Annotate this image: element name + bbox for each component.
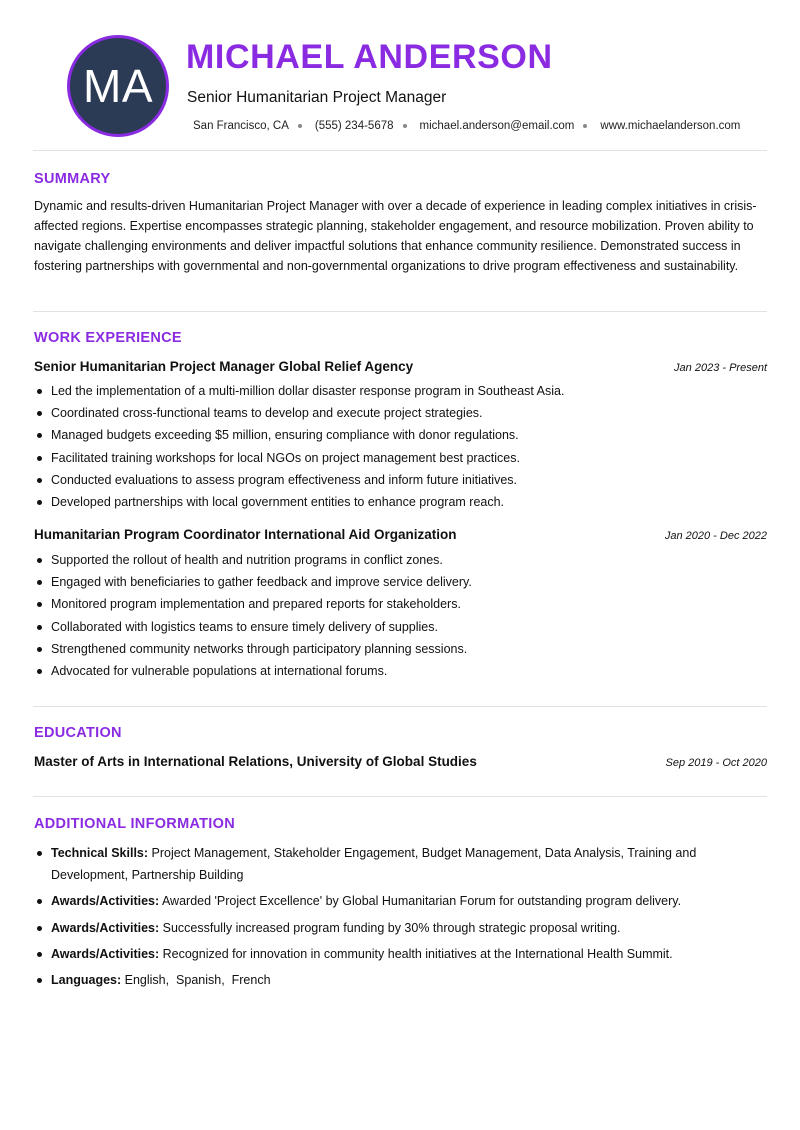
list-item: Coordinated cross-functional teams to develop and execute project strategies. bbox=[34, 402, 767, 424]
additional-heading: ADDITIONAL INFORMATION bbox=[34, 816, 235, 832]
item-label: Technical Skills: bbox=[51, 846, 149, 860]
education-dates: Sep 2019 - Oct 2020 bbox=[665, 757, 767, 769]
summary-heading: SUMMARY bbox=[34, 171, 111, 187]
education-heading: EDUCATION bbox=[34, 725, 122, 741]
education-entry bbox=[34, 754, 767, 769]
separator-dot bbox=[583, 124, 587, 128]
divider bbox=[33, 150, 767, 151]
divider bbox=[33, 706, 767, 707]
job-header bbox=[34, 527, 767, 542]
list-item bbox=[34, 842, 767, 886]
candidate-name: MICHAEL ANDERSON bbox=[186, 38, 553, 76]
job-dates: Jan 2023 - Present bbox=[674, 362, 767, 374]
list-item: Monitored program implementation and prepared reports for stakeholders. bbox=[34, 593, 767, 615]
list-item: Facilitated training workshops for local NGOs on project management best practices. bbox=[34, 447, 767, 469]
list-item bbox=[34, 943, 767, 965]
separator-dot bbox=[403, 124, 407, 128]
item-label: Awards/Activities: bbox=[51, 946, 160, 961]
experience-heading: WORK EXPERIENCE bbox=[34, 330, 182, 346]
list-item: Developed partnerships with local government entities to enhance program reach. bbox=[34, 491, 767, 513]
item-text: Project Management, Stakeholder Engagement, Budget Management, Data Analysis, Training and Development, Partnership Building bbox=[51, 846, 697, 883]
list-item: Conducted evaluations to assess program effectiveness and inform future initiatives. bbox=[34, 469, 767, 491]
item-label: Awards/Activities: bbox=[51, 894, 160, 909]
item-text: Awarded 'Project Excellence' by Global Humanitarian Forum for outstanding program delivery. bbox=[159, 894, 682, 909]
item-text: Successfully increased program funding by 30% through strategic proposal writing. bbox=[159, 920, 621, 935]
resume-header bbox=[33, 0, 767, 150]
contact-location: San Francisco, CA bbox=[193, 120, 289, 132]
job-bullets bbox=[34, 549, 767, 682]
summary-text: Dynamic and results-driven Humanitarian Project Manager with over a decade of experience in leading complex initiatives in crisis-affected regions. Expertise encompasses strategic planning, stakeholder engagement, and resource mobilization. Proven ability to navigate challenging environments and deliver impactful solutions that enhance community resilience. Demonstrated success in fostering partnerships with governmental and non-governmental organizations to drive program effectiveness and sustainability. bbox=[34, 199, 757, 273]
separator-dot bbox=[298, 124, 302, 128]
list-item bbox=[34, 969, 767, 991]
avatar bbox=[67, 35, 169, 137]
list-item: Advocated for vulnerable populations at international forums. bbox=[34, 660, 767, 682]
list-item: Collaborated with logistics teams to ensure timely delivery of supplies. bbox=[34, 616, 767, 638]
contact-email[interactable]: michael.anderson@email.com bbox=[419, 120, 575, 132]
education-degree: Master of Arts in International Relations, University of Global Studies bbox=[34, 754, 477, 769]
list-item: Supported the rollout of health and nutrition programs in conflict zones. bbox=[34, 549, 767, 571]
list-item: Engaged with beneficiaries to gather feedback and improve service delivery. bbox=[34, 571, 767, 593]
job-header bbox=[34, 359, 767, 374]
job-dates: Jan 2020 - Dec 2022 bbox=[664, 530, 767, 542]
job-role: Senior Humanitarian Project Manager Global Relief Agency bbox=[34, 359, 414, 374]
list-item: Strengthened community networks through participatory planning sessions. bbox=[34, 638, 767, 660]
list-item: Led the implementation of a multi-million dollar disaster response program in Southeast Asia. bbox=[34, 380, 767, 402]
divider bbox=[33, 311, 767, 312]
additional-list bbox=[34, 842, 767, 995]
job-role: Humanitarian Program Coordinator International Aid Organization bbox=[34, 527, 457, 542]
job-bullets bbox=[34, 380, 767, 513]
candidate-title: Senior Humanitarian Project Manager bbox=[187, 89, 447, 106]
contact-phone: (555) 234-5678 bbox=[314, 120, 394, 132]
list-item bbox=[34, 917, 767, 939]
contact-info bbox=[193, 120, 740, 132]
item-text: English, Spanish, French bbox=[121, 973, 271, 988]
item-text: Recognized for innovation in community health initiatives at the International Health Summit. bbox=[159, 946, 673, 961]
divider bbox=[33, 796, 767, 797]
avatar-initials: MA bbox=[83, 60, 153, 112]
item-label: Languages: bbox=[51, 973, 122, 988]
list-item bbox=[34, 890, 767, 912]
list-item: Managed budgets exceeding $5 million, ensuring compliance with donor regulations. bbox=[34, 424, 767, 446]
contact-website[interactable]: www.michaelanderson.com bbox=[600, 120, 741, 132]
item-label: Awards/Activities: bbox=[51, 920, 160, 935]
